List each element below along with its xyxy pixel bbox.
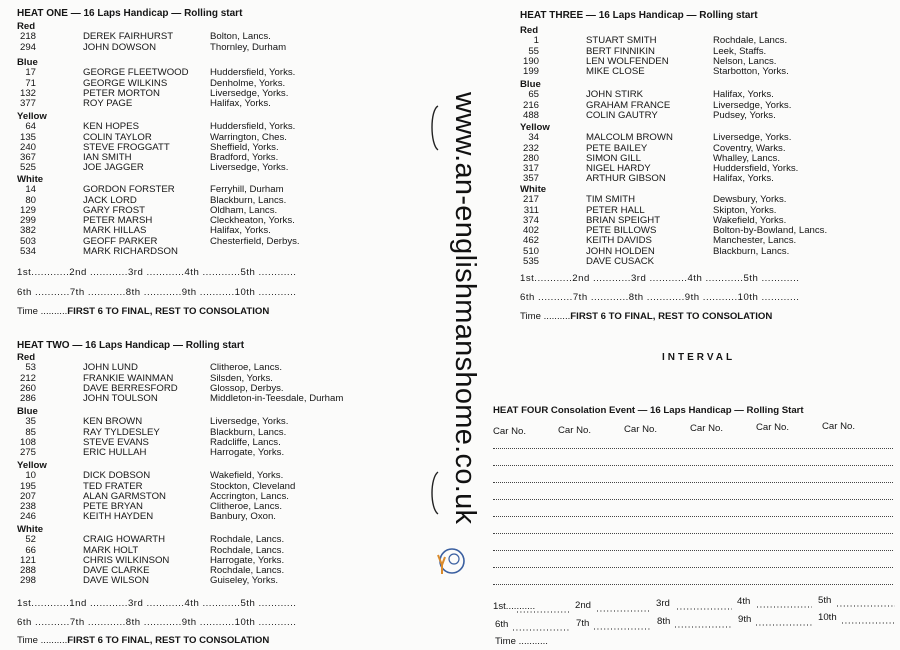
placings-row-2: 6th ...........7th ............8th ............9th ...........10th ............ <box>17 617 297 628</box>
driver-name: PETER MORTON <box>83 87 160 99</box>
car-no-label: Car No. <box>558 425 592 436</box>
driver-name: DAVE CLARKE <box>83 565 150 577</box>
colour-label: Blue <box>520 79 541 90</box>
colour-label: Red <box>520 25 539 36</box>
driver-name: DAVE WILSON <box>83 575 149 587</box>
hometown: Clitheroe, Lancs. <box>210 362 282 374</box>
hometown: Liversedge, Yorks. <box>713 99 792 111</box>
hometown: Warrington, Ches. <box>210 131 287 143</box>
driver-row <box>520 111 791 121</box>
site-logo-icon <box>432 543 468 579</box>
hometown: Rochdale, Lancs. <box>210 565 285 577</box>
hometown: Liversedge, Yorks. <box>713 132 792 144</box>
heat-title: HEAT ONE — 16 Laps Handicap — Rolling start <box>17 8 243 19</box>
driver-name: COLIN GAUTRY <box>586 109 658 121</box>
driver-row <box>520 247 827 257</box>
car-number: 121 <box>19 554 36 566</box>
driver-name: TED FRATER <box>83 480 143 492</box>
driver-name: GEORGE FLEETWOOD <box>83 67 189 79</box>
car-number: 238 <box>19 501 36 513</box>
heat-title: HEAT FOUR Consolation Event — 16 Laps Handicap — Rolling Start <box>493 405 804 416</box>
car-number: 14 <box>25 184 36 196</box>
placing-4th: 4th <box>737 596 751 607</box>
driver-name: PETE BRYAN <box>83 501 143 513</box>
hometown: Coventry, Warks. <box>713 142 786 154</box>
hometown: Manchester, Lancs. <box>713 235 797 247</box>
car-number: 525 <box>19 162 36 174</box>
hometown: Denholme, Yorks. <box>210 77 286 89</box>
hometown: Wakefield, Yorks. <box>210 470 284 482</box>
hometown: Bolton, Lancs. <box>210 31 271 43</box>
car-number: 299 <box>19 215 36 227</box>
driver-name: COLIN TAYLOR <box>83 131 152 143</box>
driver-name: JOHN HOLDEN <box>586 245 655 257</box>
hometown: Thornley, Durham <box>210 41 287 53</box>
hometown: Rochdale, Lancs. <box>713 35 788 47</box>
hometown: Chesterfield, Derbys. <box>210 235 300 247</box>
colour-label: Yellow <box>17 460 47 471</box>
hometown: Harrogate, Yorks. <box>210 447 285 459</box>
hometown: Radcliffe, Lancs. <box>210 436 281 448</box>
driver-row <box>520 174 798 184</box>
hometown: Bradford, Yorks. <box>210 152 279 164</box>
car-number: 108 <box>19 436 36 448</box>
driver-name: JOHN DOWSON <box>83 41 157 53</box>
driver-name: ROY PAGE <box>83 98 133 110</box>
driver-name: MIKE CLOSE <box>586 66 645 78</box>
car-number: 402 <box>522 225 539 237</box>
car-number: 129 <box>19 204 36 216</box>
driver-row <box>17 163 295 173</box>
car-number: 212 <box>19 372 36 384</box>
car-number: 280 <box>522 152 539 164</box>
placings-row-1: 1st............2nd ............3rd ............4th ............5th ............ <box>520 273 800 284</box>
colour-label: Blue <box>17 57 38 68</box>
car-no-label: Car No. <box>822 421 856 432</box>
car-number: 218 <box>19 31 36 43</box>
car-number: 275 <box>19 447 36 459</box>
hometown: Pudsey, Yorks. <box>713 109 776 121</box>
hometown: Whalley, Lancs. <box>713 152 781 164</box>
hometown: Rochdale, Lancs. <box>210 534 285 546</box>
car-number: 85 <box>25 426 36 438</box>
hometown: Dewsbury, Yorks. <box>713 194 787 206</box>
placing-1st: 1st........... <box>493 601 536 612</box>
driver-row <box>17 576 284 586</box>
group-red <box>17 22 286 53</box>
hometown: Huddersfield, Yorks. <box>210 121 296 133</box>
driver-name: STEVE FROGGATT <box>83 141 170 153</box>
car-number: 246 <box>19 511 36 523</box>
group-blue <box>17 58 295 109</box>
driver-name: KEN HOPES <box>83 121 139 133</box>
placing-8th: 8th <box>657 616 671 627</box>
driver-row <box>520 257 827 267</box>
car-number: 1 <box>533 35 539 47</box>
car-number: 286 <box>19 393 36 405</box>
time-line <box>520 312 772 322</box>
driver-name: GORDON FORSTER <box>83 184 175 196</box>
entry-line[interactable] <box>493 567 893 568</box>
placing-6th: 6th <box>495 619 509 630</box>
hometown: Cleckheaton, Yorks. <box>210 215 295 227</box>
driver-name: DICK DOBSON <box>83 470 151 482</box>
driver-name: BRIAN SPEIGHT <box>586 214 661 226</box>
colour-label: Blue <box>17 406 38 417</box>
car-number: 488 <box>522 109 539 121</box>
group-yellow <box>17 112 295 174</box>
colour-label: White <box>17 524 44 535</box>
hometown: Wakefield, Yorks. <box>713 214 787 226</box>
hometown: Liversedge, Yorks. <box>210 162 289 174</box>
hometown: Halifax, Yorks. <box>713 89 774 101</box>
car-number: 216 <box>522 99 539 111</box>
driver-name: GEORGE WILKINS <box>83 77 168 89</box>
hometown: Huddersfield, Yorks. <box>713 163 799 175</box>
placing-5th: 5th <box>818 595 832 606</box>
group-red <box>520 26 789 77</box>
group-blue <box>520 80 791 121</box>
watermark-text: www.an-englishmanshome.co.uk <box>449 92 481 525</box>
car-number: 535 <box>522 256 539 268</box>
driver-name: KEITH HAYDEN <box>83 511 154 523</box>
car-number: 357 <box>522 173 539 185</box>
car-number: 199 <box>522 66 539 78</box>
car-number: 377 <box>19 98 36 110</box>
entry-line[interactable] <box>493 533 893 534</box>
heat-title: HEAT THREE — 16 Laps Handicap — Rolling start <box>520 10 758 21</box>
binding-mark-icon <box>424 104 444 154</box>
driver-name: KEN BROWN <box>83 416 143 428</box>
hometown: Oldham, Lancs. <box>210 204 278 216</box>
placings-row-1: 1st............1nd ............3rd ............4th ............5th ............ <box>17 598 297 609</box>
time-prefix: Time .......... <box>17 635 68 646</box>
group-red <box>17 353 343 404</box>
car-number: 55 <box>528 45 539 57</box>
driver-name: FRANKIE WAINMAN <box>83 372 174 384</box>
hometown <box>713 257 827 267</box>
group-yellow <box>17 461 295 523</box>
group-blue <box>17 407 288 458</box>
hometown: Ferryhill, Durham <box>210 184 284 196</box>
car-number: 132 <box>19 87 36 99</box>
driver-row <box>17 247 300 257</box>
driver-row <box>17 374 343 384</box>
group-white <box>17 175 300 257</box>
hometown: Blackburn, Lancs. <box>210 194 287 206</box>
driver-name: TIM SMITH <box>586 194 636 206</box>
entry-line[interactable] <box>493 482 893 483</box>
hometown: Skipton, Yorks. <box>713 204 777 216</box>
hometown: Huddersfield, Yorks. <box>210 67 296 79</box>
car-number: 135 <box>19 131 36 143</box>
hometown: Starbotton, Yorks. <box>713 66 789 78</box>
colour-label: White <box>520 184 547 195</box>
driver-name: GEOFF PARKER <box>83 235 158 247</box>
hometown: Nelson, Lancs. <box>713 55 777 67</box>
car-number: 534 <box>19 246 36 258</box>
driver-name: RAY TYLDESLEY <box>83 426 160 438</box>
car-no-label: Car No. <box>756 422 790 433</box>
placing-9th: 9th <box>738 614 752 625</box>
car-number: 34 <box>528 132 539 144</box>
driver-name: SIMON GILL <box>586 152 641 164</box>
car-number: 382 <box>19 225 36 237</box>
driver-name: PETE BAILEY <box>586 142 648 154</box>
driver-name: CHRIS WILKINSON <box>83 554 170 566</box>
hometown: Blackburn, Lancs. <box>713 245 790 257</box>
driver-name: IAN SMITH <box>83 152 132 164</box>
car-number: 367 <box>19 152 36 164</box>
car-no-label: Car No. <box>690 423 724 434</box>
car-number: 374 <box>522 214 539 226</box>
driver-name: GRAHAM FRANCE <box>586 99 671 111</box>
entry-line[interactable] <box>493 499 893 500</box>
car-number: 298 <box>19 575 36 587</box>
colour-label: Red <box>17 21 36 32</box>
car-number: 311 <box>523 204 539 216</box>
car-number: 71 <box>25 77 36 89</box>
hometown: Glossop, Derbys. <box>210 382 284 394</box>
driver-name: MARK HOLT <box>83 544 139 556</box>
driver-name: PETER HALL <box>586 204 645 216</box>
driver-row <box>17 394 343 404</box>
hometown: Sheffield, Yorks. <box>210 141 279 153</box>
car-number: 260 <box>19 382 36 394</box>
hometown: Middleton-in-Teesdale, Durham <box>210 393 344 405</box>
driver-name: DEREK FAIRHURST <box>83 31 174 43</box>
car-number: 80 <box>25 194 36 206</box>
qualify-note: FIRST 6 TO FINAL, REST TO CONSOLATION <box>67 635 270 646</box>
binding-mark-icon <box>424 470 444 520</box>
driver-name: KEITH DAVIDS <box>586 235 652 247</box>
placing-2nd: 2nd <box>575 600 592 611</box>
colour-label: White <box>17 174 44 185</box>
driver-row <box>17 512 295 522</box>
driver-name: ALAN GARMSTON <box>83 490 166 502</box>
qualify-note: FIRST 6 TO FINAL, REST TO CONSOLATION <box>570 311 773 322</box>
hometown: Clitheroe, Lancs. <box>210 501 282 513</box>
placing-10th: 10th <box>818 612 837 623</box>
driver-name: DAVE BERRESFORD <box>83 382 178 394</box>
driver-row <box>17 43 286 53</box>
car-number: 64 <box>25 121 36 133</box>
driver-name: NIGEL HARDY <box>586 163 651 175</box>
driver-name: PETER MARSH <box>83 215 153 227</box>
colour-label: Red <box>17 352 36 363</box>
driver-name: JACK LORD <box>83 194 137 206</box>
entry-line[interactable] <box>493 516 893 517</box>
car-number: 217 <box>522 194 539 206</box>
driver-name: CRAIG HOWARTH <box>83 534 166 546</box>
driver-row <box>520 195 827 205</box>
hometown: Halifax, Yorks. <box>210 98 271 110</box>
car-number: 65 <box>528 89 539 101</box>
driver-name: JOHN TOULSON <box>83 393 158 405</box>
car-number: 294 <box>19 41 36 53</box>
driver-name: LEN WOLFENDEN <box>586 55 669 67</box>
driver-row <box>520 67 789 77</box>
car-number: 503 <box>19 235 36 247</box>
group-white <box>520 185 827 267</box>
driver-name: PETE BILLOWS <box>586 225 657 237</box>
hometown: Guiseley, Yorks. <box>210 575 279 587</box>
car-number: 190 <box>522 55 539 67</box>
car-number: 232 <box>522 142 539 154</box>
car-number: 207 <box>19 490 36 502</box>
driver-row <box>17 363 343 373</box>
driver-name: DAVE CUSACK <box>586 256 655 268</box>
placing-3rd: 3rd <box>656 598 670 609</box>
interval-heading: INTERVAL <box>662 352 736 363</box>
car-number: 35 <box>25 416 36 428</box>
time-prefix: Time .......... <box>520 311 571 322</box>
car-number: 288 <box>19 565 36 577</box>
hometown: Halifax, Yorks. <box>713 173 774 185</box>
colour-label: Yellow <box>17 111 47 122</box>
entry-line[interactable] <box>493 584 893 585</box>
entry-line[interactable] <box>493 550 893 551</box>
driver-name: MARK RICHARDSON <box>83 246 178 258</box>
car-number: 510 <box>522 245 539 257</box>
driver-name: ERIC HULLAH <box>83 447 147 459</box>
placings-row-1: 1st............2nd ............3rd ............4th ............5th ............ <box>17 267 297 278</box>
placings-row-2: 6th ...........7th ............8th ............9th ...........10th ............ <box>520 292 800 303</box>
car-number: 52 <box>25 534 36 546</box>
driver-name: ARTHUR GIBSON <box>586 173 666 185</box>
hometown: Liversedge, Yorks. <box>210 87 289 99</box>
car-number: 17 <box>25 67 36 79</box>
group-white <box>17 525 284 587</box>
hometown: Rochdale, Lancs. <box>210 544 285 556</box>
driver-name: JOHN STIRK <box>586 89 644 101</box>
driver-name: STEVE EVANS <box>83 436 149 448</box>
entry-line[interactable] <box>493 465 893 466</box>
driver-name: MALCOLM BROWN <box>586 132 673 144</box>
hometown: Stockton, Cleveland <box>210 480 296 492</box>
hometown: Halifax, Yorks. <box>210 225 271 237</box>
car-number: 317 <box>522 163 539 175</box>
hometown: Accrington, Lancs. <box>210 490 289 502</box>
qualify-note: FIRST 6 TO FINAL, REST TO CONSOLATION <box>67 306 270 317</box>
driver-row <box>17 99 295 109</box>
hometown: Liversedge, Yorks. <box>210 416 289 428</box>
car-no-label: Car No. <box>493 426 527 437</box>
time-line <box>17 636 269 646</box>
driver-name: GARY FROST <box>83 204 146 216</box>
hometown: Bolton-by-Bowland, Lancs. <box>713 225 828 237</box>
driver-name: MARK HILLAS <box>83 225 147 237</box>
hometown: Banbury, Oxon. <box>210 511 276 523</box>
time-prefix: Time .......... <box>17 306 68 317</box>
placing-7th: 7th <box>576 618 590 629</box>
car-number: 53 <box>25 362 36 374</box>
car-number: 240 <box>19 141 36 153</box>
driver-name: BERT FINNIKIN <box>586 45 655 57</box>
placings-row-2: 6th ...........7th ............8th ............9th ...........10th ............ <box>17 287 297 298</box>
colour-label: Yellow <box>520 122 550 133</box>
car-number: 462 <box>522 235 539 247</box>
group-yellow <box>520 123 798 185</box>
hometown: Blackburn, Lancs. <box>210 426 287 438</box>
driver-row <box>17 448 288 458</box>
car-number: 195 <box>19 480 36 492</box>
heat-title: HEAT TWO — 16 Laps Handicap — Rolling start <box>17 340 245 351</box>
driver-name: STUART SMITH <box>586 35 657 47</box>
hometown: Silsden, Yorks. <box>210 372 273 384</box>
car-no-label: Car No. <box>624 424 658 435</box>
driver-name: JOHN LUND <box>83 362 138 374</box>
watermark <box>450 92 480 542</box>
car-number: 10 <box>25 470 36 482</box>
entry-line[interactable] <box>493 448 893 449</box>
time-line: Time ........... <box>495 636 548 647</box>
hometown: Leek, Staffs. <box>713 45 767 57</box>
hometown <box>210 247 300 257</box>
time-line <box>17 307 269 317</box>
hometown: Harrogate, Yorks. <box>210 554 285 566</box>
driver-name: JOE JAGGER <box>83 162 144 174</box>
car-number: 66 <box>25 544 36 556</box>
